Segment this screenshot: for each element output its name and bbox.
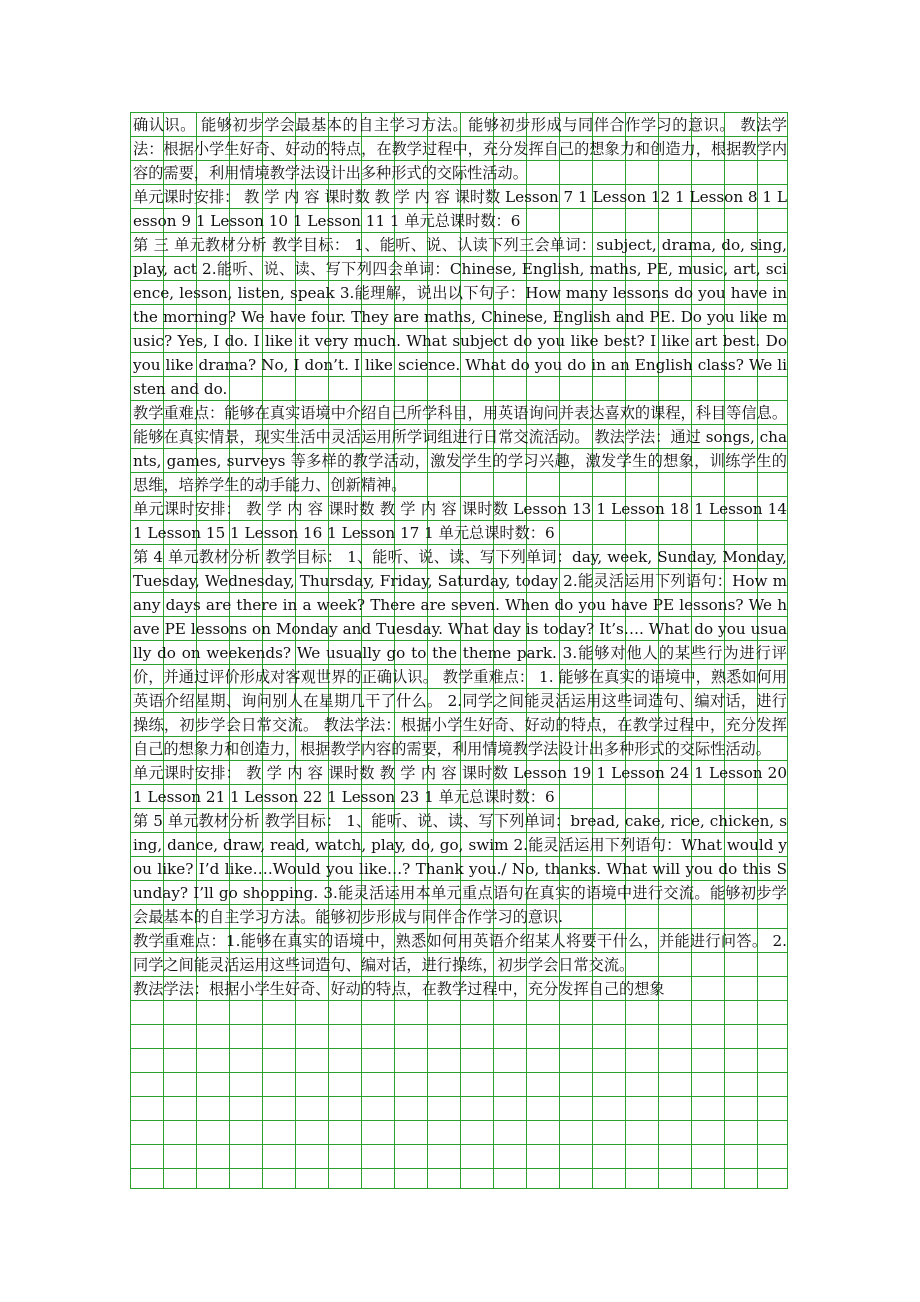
- paragraph: 单元课时安排： 教 学 内 容 课时数 教 学 内 容 课时数 Lesson 7 1 Lesson 12 1 Lesson 8 1 Lesson 9 1 Lesson 10 1 Lesson 11 1 单元总课时数：6: [133, 188, 787, 230]
- paragraph: 单元课时安排： 教 学 内 容 课时数 教 学 内 容 课时数 Lesson 19 1 Lesson 24 1 Lesson 20 1 Lesson 21 1 Lesson 22 1 Lesson 23 1 单元总课时数：6: [133, 764, 787, 806]
- paragraph: 第 三 单元教材分析 教学目标： 1、能听、说、认读下列三会单词：subject, drama, do, sing, play, act 2.能听、说、读、写下列四会单词：Chinese, English, maths, PE, music, art, science, lesson, listen, speak 3.能理解，说出以下句子：How many lessons do you have in the morning? We have four. They are maths, Chinese, English and PE. Do you like music? Yes, I do. I like it very much. What subject do you like best? I like art best. Do you like drama? No, I don’t. I like science. What do you do in an English class? We listen and do.: [133, 236, 787, 398]
- paragraph: 教法学法：根据小学生好奇、好动的特点，在教学过程中，充分发挥自己的想象: [133, 980, 665, 998]
- paragraph: 教学重难点：能够在真实语境中介绍自己所学科目，用英语询问并表达喜欢的课程，科目等信息。能够在真实情景，现实生活中灵活运用所学词组进行日常交流活动。 教法学法：通过 songs, chants, games, surveys 等多样的教学活动，激发学生的学习兴趣，激发学生的想象，训练学生的思维，培养学生的动手能力、创新精神。: [133, 404, 787, 494]
- document-page: [130, 112, 788, 1189]
- paragraph: 第 5 单元教材分析 教学目标： 1、能听、说、读、写下列单词：bread, cake, rice, chicken, sing, dance, draw, read, watch, play, do, go, swim 2.能灵活运用下列语句：What would you like? I’d like….Would you like…? Thank you./ No, thanks. What will you do this Sunday? I’ll go shopping. 3.能灵活运用本单元重点语句在真实的语境中进行交流。能够初步学会最基本的自主学习方法。能够初步形成与同伴合作学习的意识.: [133, 812, 787, 926]
- paragraph: 第 4 单元教材分析 教学目标： 1、能听、说、读、写下列单词：day, week, Sunday, Monday, Tuesday, Wednesday, Thursday, Friday, Saturday, today 2.能灵活运用下列语句：How many days are there in a week? There are seven. When do you have PE lessons? We have PE lessons on Monday and Tuesday. What day is today? It’s…. What do you usually do on weekends? We usually go to the theme park. 3.能够对他人的某些行为进行评价，并通过评价形成对客观世界的正确认识。 教学重难点： 1. 能够在真实的语境中，熟悉如何用英语介绍星期、询问别人在星期几干了什么。 2.同学之间能灵活运用这些词造句、编对话，进行操练，初步学会日常交流。 教法学法：根据小学生好奇、好动的特点，在教学过程中，充分发挥自己的想象力和创造力，根据教学内容的需要，利用情境教学法设计出多种形式的交际性活动。: [133, 548, 787, 758]
- paragraph: 单元课时安排： 教 学 内 容 课时数 教 学 内 容 课时数 Lesson 13 1 Lesson 18 1 Lesson 14 1 Lesson 15 1 Lesson 16 1 Lesson 17 1 单元总课时数：6: [133, 500, 787, 542]
- paragraph: 教学重难点：1.能够在真实的语境中，熟悉如何用英语介绍某人将要干什么，并能进行问答。 2.同学之间能灵活运用这些词造句、编对话，进行操练，初步学会日常交流。: [133, 932, 787, 974]
- document-body: [133, 113, 787, 1001]
- paragraph: 确认识。 能够初步学会最基本的自主学习方法。能够初步形成与同伴合作学习的意识。 教法学法：根据小学生好奇、好动的特点，在教学过程中，充分发挥自己的想象力和创造力，根据教学内容的需要，利用情境教学法设计出多种形式的交际性活动。: [133, 116, 787, 182]
